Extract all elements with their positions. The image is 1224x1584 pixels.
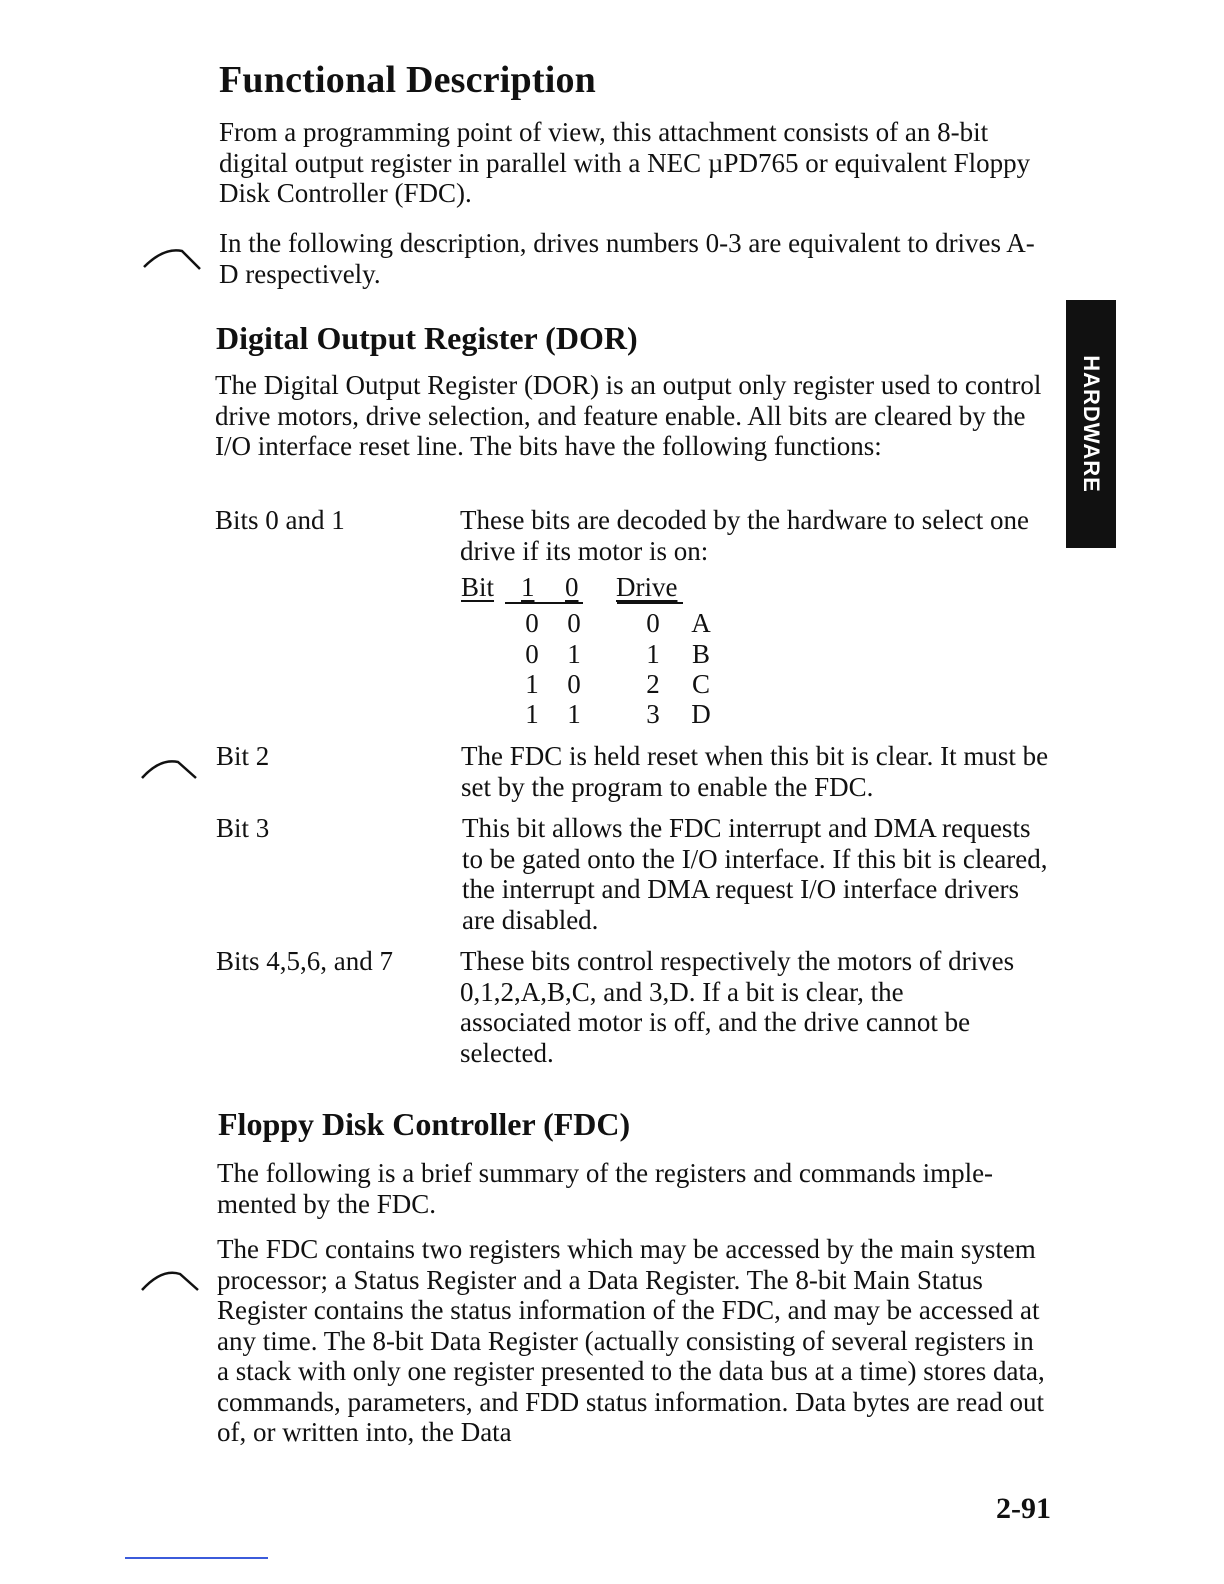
bit-3-label: Bit 3 [216, 813, 270, 843]
fdc-heading: Floppy Disk Controller (FDC) [218, 1106, 631, 1142]
bit-2-label: Bit 2 [216, 741, 270, 771]
table-cell: A [691, 608, 711, 638]
bits-4-7-description: These bits control respectively the motors of drives 0,1,2,A,B,C, and 3,D. If a bit is clear, the associated motor is off, and the drive cannot be selected. [460, 946, 1015, 1068]
table-cell: 1 [567, 639, 581, 669]
margin-change-mark-2 [140, 752, 202, 782]
page-title: Functional Description [219, 59, 597, 101]
dor-heading: Digital Output Register (DOR) [216, 320, 638, 356]
intro-paragraph: From a programming point of view, this attachment consists of an 8-bit digital output register in parallel with a NEC µPD765 or equivalent Floppy Disk Controller (FDC). [219, 117, 1031, 208]
dor-paragraph: The Digital Output Register (DOR) is an output only register used to control drive motors, drive selection, and feature enable. All bits are cleared by the I/O interface reset line. The bits have the following functions: [215, 370, 1042, 461]
hardware-tab-label: HARDWARE [1079, 355, 1104, 493]
margin-change-mark-1 [142, 243, 204, 273]
table-cell: B [691, 639, 710, 669]
bits-0-1-label: Bits 0 and 1 [215, 505, 345, 535]
table-cell: 1 [646, 639, 660, 669]
table-header-bit: Bit [461, 572, 495, 602]
table-header-bit1: 1 [521, 572, 535, 602]
table-rule-drive [617, 602, 683, 604]
bits-0-1-description: These bits are decoded by the hardware to select one drive if its motor is on: [460, 505, 1030, 566]
table-cell: D [691, 699, 711, 729]
margin-change-mark-3 [140, 1264, 202, 1294]
table-cell: 1 [525, 669, 539, 699]
drive-equivalence-paragraph: In the following description, drives numbers 0-3 are equivalent to drives A-D respectively. [219, 228, 1035, 289]
table-cell: 1 [567, 699, 581, 729]
bit-3-description: This bit allows the FDC interrupt and DMA requests to be gated onto the I/O interface. If this bit is cleared, the interrupt and DMA request I/O interface drivers are disabled. [462, 813, 1048, 935]
table-cell: C [691, 669, 710, 699]
table-header-drive: Drive [616, 572, 678, 602]
bit-2-description: The FDC is held reset when this bit is clear. It must be set by the program to enable the FDC. [461, 741, 1049, 802]
table-cell: 1 [525, 699, 539, 729]
table-header-bit0: 0 [565, 572, 579, 602]
table-cell: 0 [646, 608, 660, 638]
hardware-section-tab [1066, 300, 1116, 548]
page-number: 2-91 [996, 1492, 1051, 1525]
table-cell: 0 [525, 639, 539, 669]
table-rule-bits [505, 602, 583, 604]
table-cell: 3 [646, 699, 660, 729]
table-cell: 0 [525, 608, 539, 638]
table-cell: 2 [646, 669, 660, 699]
table-cell: 0 [567, 608, 581, 638]
table-cell: 0 [567, 669, 581, 699]
bits-4-7-label: Bits 4,5,6, and 7 [216, 946, 394, 976]
scan-edge-line [125, 1557, 268, 1559]
fdc-registers-paragraph: The FDC contains two registers which may be accessed by the main system processor; a Status Register and a Data Register. The 8-bit Main Status Register contains the status information of the FDC, and may be accessed at any time. The 8-bit Data Register (actually consisting of several registers in a stack with only one register presented to the data bus at a time) stores data, commands, parameters, and FDD status information. Data bytes are read out of, or written into, the Data [217, 1234, 1045, 1447]
fdc-summary-paragraph: The following is a brief summary of the registers and commands imple-mented by the FDC. [217, 1158, 994, 1219]
